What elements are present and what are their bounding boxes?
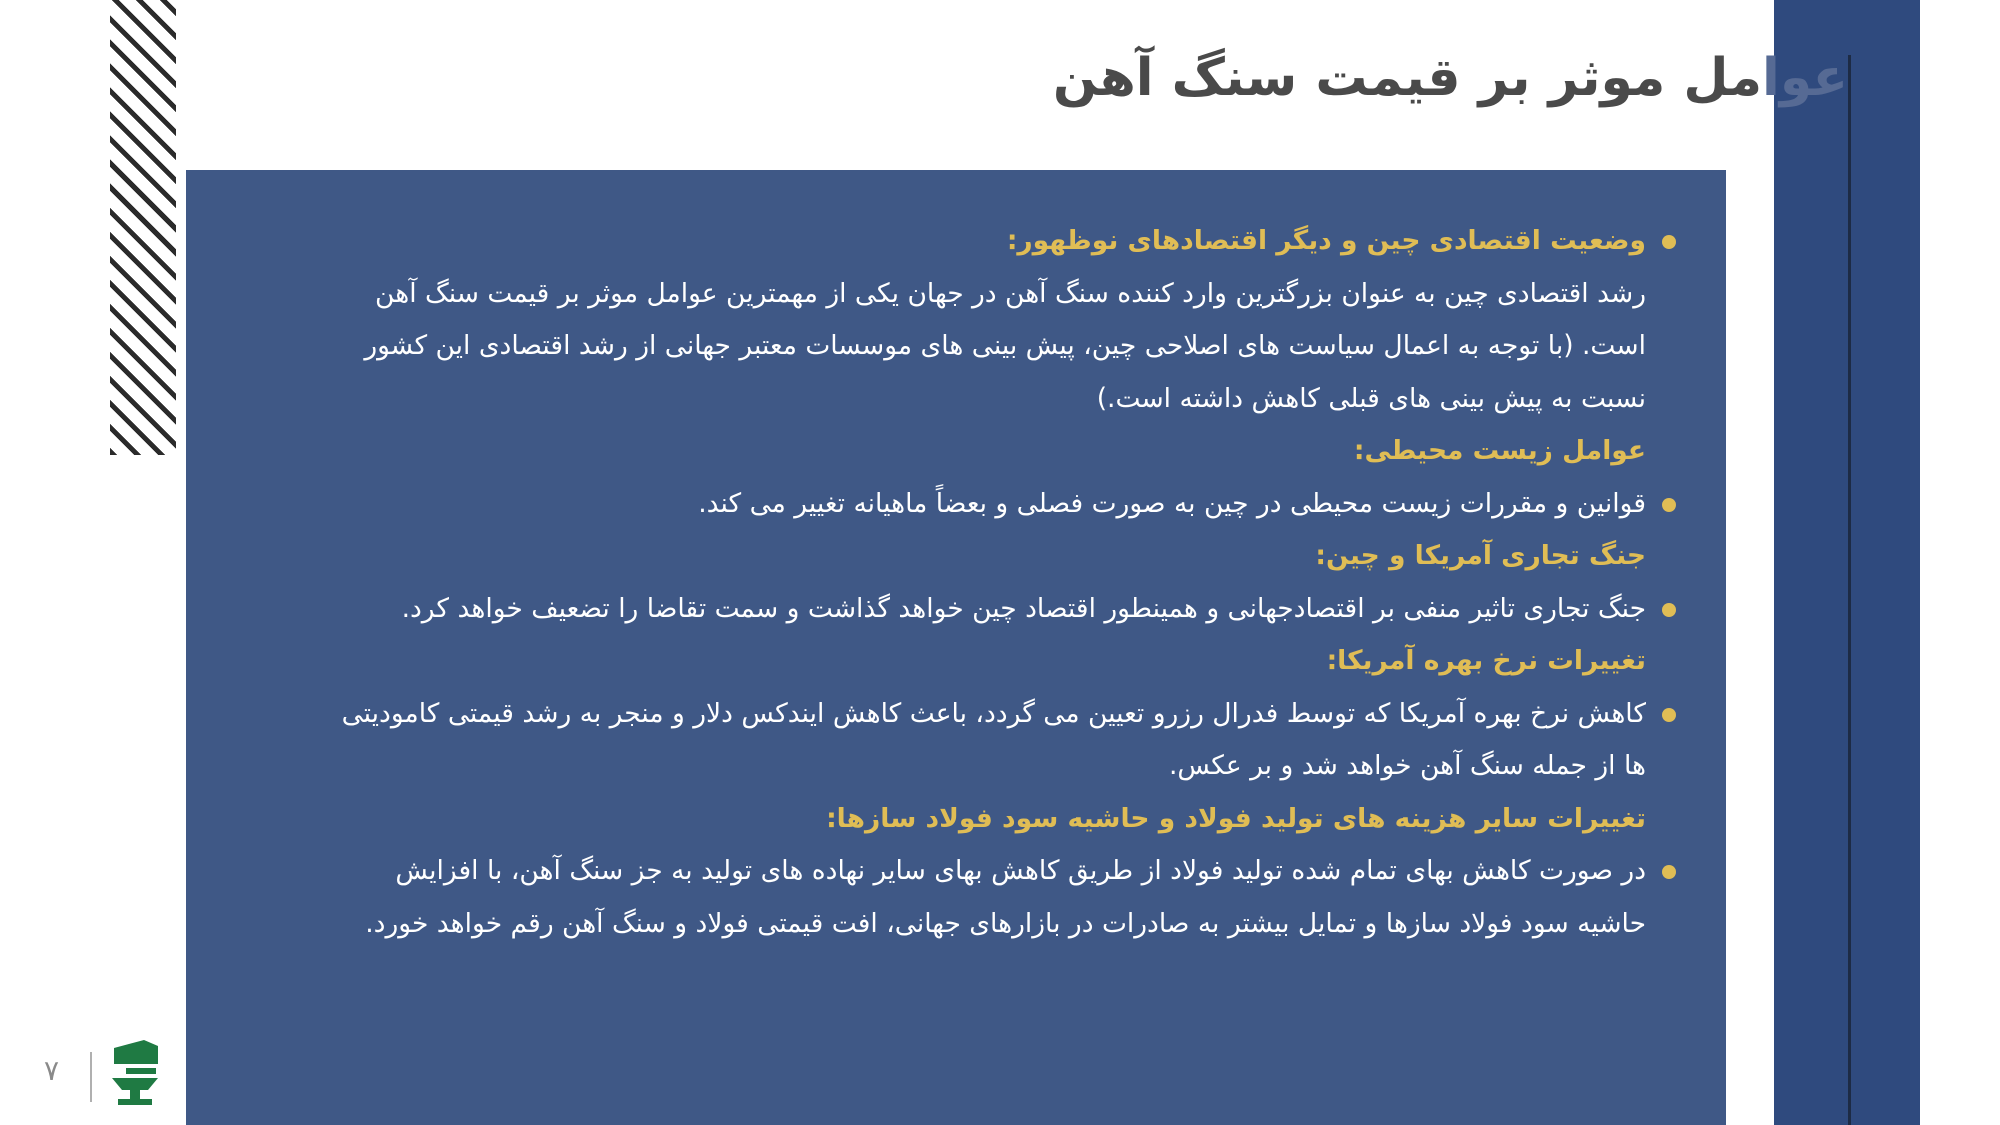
slide-title	[1053, 48, 1848, 108]
company-logo-icon	[108, 1038, 162, 1108]
bullet-dot	[1662, 603, 1676, 617]
content-panel	[186, 170, 1726, 1125]
heading-steel-costs: تغییرات سایر هزینه های تولید فولاد و حاشیه سود فولاد سازها:	[826, 802, 1646, 834]
right-decorative-stripe	[1774, 0, 1920, 1125]
bullet-trade-war	[246, 583, 1646, 636]
page-number: ۷	[44, 1054, 60, 1087]
heading-china-economy	[246, 215, 1646, 268]
bullet-environment	[246, 478, 1646, 531]
heading-trade-war: جنگ تجاری آمریکا و چین:	[1315, 540, 1646, 571]
bullet-dot	[1662, 498, 1676, 512]
bullet-interest-rate	[246, 688, 1646, 741]
heading-environment: عوامل زیست محیطی:	[1353, 435, 1646, 466]
bullet-steel-costs	[246, 845, 1646, 898]
title-accent: عوا	[1762, 48, 1848, 108]
content-list	[246, 215, 1646, 950]
hatch-pattern-decoration	[110, 0, 176, 455]
heading-text: وضعیت اقتصادی چین و دیگر اقتصادهای نوظهور:	[1006, 225, 1646, 256]
title-rest: مل موثر بر قیمت سنگ آهن	[1052, 48, 1763, 108]
heading-interest-rate: تغییرات نرخ بهره آمریکا:	[1326, 645, 1646, 676]
paragraph-line: ها از جمله سنگ آهن خواهد شد و بر عکس.	[1168, 750, 1646, 781]
footer-divider	[90, 1052, 92, 1102]
paragraph-line: است. (با توجه به اعمال سیاست های اصلاحی چین، پیش بینی های موسسات معتبر جهانی از رشد اقتصادی این کشور	[364, 330, 1646, 361]
paragraph-line: نسبت به پیش بینی های قبلی کاهش داشته است.)	[1096, 382, 1646, 414]
paragraph-line: حاشیه سود فولاد سازها و تمایل بیشتر به صادرات در بازارهای جهانی، افت قیمتی فولاد و سنگ آهن رقم خواهد خورد.	[365, 907, 1646, 939]
bullet-dot	[1662, 708, 1676, 722]
bullet-dot	[1662, 865, 1676, 879]
bullet-dot	[1662, 235, 1676, 249]
paragraph-text: در صورت کاهش بهای تمام شده تولید فولاد از طریق کاهش بهای سایر نهاده های تولید به جز سنگ آهن، با افزایش	[395, 855, 1646, 886]
paragraph-text: کاهش نرخ بهره آمریکا که توسط فدرال رزرو تعیین می گردد، باعث کاهش ایندکس دلار و منجر به رشد قیمتی کامودیتی	[341, 697, 1646, 729]
right-decorative-line	[1848, 55, 1851, 1125]
paragraph-line: رشد اقتصادی چین به عنوان بزرگترین وارد کننده سنگ آهن در جهان یکی از مهمترین عوامل موثر بر قیمت سنگ آهن	[375, 277, 1646, 309]
paragraph-text: جنگ تجاری تاثیر منفی بر اقتصادجهانی و همینطور اقتصاد چین خواهد گذاشت و سمت تقاضا را تضعیف خواهد کرد.	[401, 592, 1646, 624]
paragraph-text: قوانین و مقررات زیست محیطی در چین به صورت فصلی و بعضاً ماهیانه تغییر می کند.	[698, 487, 1646, 519]
